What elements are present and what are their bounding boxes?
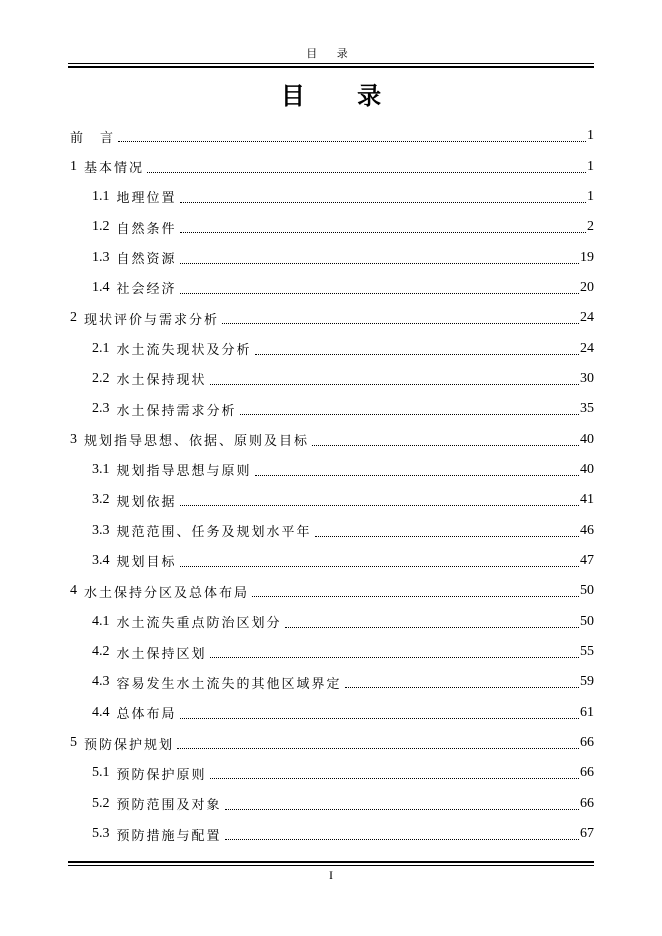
toc-entry-page: 66: [580, 765, 594, 781]
toc-entry[interactable]: [70, 151, 594, 181]
toc-title: 目 录: [280, 81, 404, 110]
toc-entry-label: 预防措施与配置: [116, 828, 222, 844]
toc-entry-label: 现状评价与需求分析: [84, 312, 220, 328]
dot-leader: [255, 474, 579, 476]
dot-leader: [180, 262, 579, 264]
dot-leader: [240, 413, 579, 415]
dot-leader: [177, 747, 579, 749]
toc-entry-label: 水土流失重点防治区划分: [116, 616, 282, 632]
toc-entry-number: 3.2: [92, 492, 110, 508]
header-rule-thick: [68, 66, 594, 68]
dot-leader: [180, 201, 586, 203]
toc-entry[interactable]: [70, 121, 594, 151]
toc-entry[interactable]: [70, 819, 594, 849]
dot-leader: [180, 231, 586, 233]
toc-entry-number: 1: [70, 158, 77, 174]
toc-entry-number: 5.3: [92, 826, 110, 842]
toc-entry-number: 2.3: [92, 401, 110, 417]
dot-leader: [210, 383, 579, 385]
toc-entry-number: 4.1: [92, 613, 110, 629]
toc-entry-page: 1: [587, 158, 594, 174]
toc-entry-number: 2.1: [92, 340, 110, 356]
dot-leader: [180, 504, 579, 506]
dot-leader: [147, 171, 586, 173]
toc-entry-label: 前 言: [70, 130, 116, 146]
toc-entry-number: 4.4: [92, 704, 110, 720]
toc-entry-label: 规范范围、任务及规划水平年: [116, 525, 312, 541]
toc-entry-label: 水土保持分区及总体布局: [84, 585, 250, 601]
toc-entry[interactable]: [70, 607, 594, 637]
toc-entry-number: 2: [70, 310, 77, 326]
toc-entry-number: 3.1: [92, 461, 110, 477]
dot-leader: [315, 535, 579, 537]
footer-rule-thick: [68, 861, 594, 863]
toc-entry-page: 66: [580, 795, 594, 811]
toc-entry-label: 预防保护原则: [116, 767, 207, 783]
footer-rule-thin: [68, 865, 594, 866]
toc-entry-number: 4.2: [92, 644, 110, 660]
toc-entry[interactable]: [70, 455, 594, 485]
dot-leader: [118, 140, 586, 142]
dot-leader: [180, 717, 579, 719]
toc-entry-label: 水土保持需求分析: [116, 403, 237, 419]
toc-entry[interactable]: [70, 182, 594, 212]
toc-entry-page: 46: [580, 522, 594, 538]
toc-entry-label: 规划指导思想、依据、原则及目标: [84, 434, 310, 450]
toc-entry-number: 4.3: [92, 674, 110, 690]
toc-entry[interactable]: [70, 242, 594, 272]
toc-entry[interactable]: [70, 789, 594, 819]
toc-entry[interactable]: [70, 303, 594, 333]
toc-entry-label: 水土保持现状: [116, 373, 207, 389]
dot-leader: [285, 626, 579, 628]
toc-entry-page: 67: [580, 826, 594, 842]
toc-entry-page: 24: [580, 340, 594, 356]
toc-entry[interactable]: [70, 515, 594, 545]
toc-entry-page: 66: [580, 735, 594, 751]
toc-entry-page: 59: [580, 674, 594, 690]
toc-entry[interactable]: [70, 364, 594, 394]
toc-entry[interactable]: [70, 546, 594, 576]
toc-entry[interactable]: [70, 728, 594, 758]
toc-entry[interactable]: [70, 424, 594, 454]
toc-entry-number: 1.4: [92, 279, 110, 295]
dot-leader: [312, 444, 579, 446]
toc-entry-label: 规划依据: [116, 494, 177, 510]
dot-leader: [225, 808, 579, 810]
toc-entry[interactable]: [70, 394, 594, 424]
toc-entry-page: 50: [580, 583, 594, 599]
toc-entry-number: 4: [70, 583, 77, 599]
toc-entry-label: 地理位置: [116, 191, 177, 207]
toc-entry-page: 19: [580, 249, 594, 265]
toc-entry-page: 30: [580, 370, 594, 386]
dot-leader: [345, 686, 579, 688]
toc-entry[interactable]: [70, 273, 594, 303]
toc-entry-number: 1.2: [92, 219, 110, 235]
toc-entry-page: 40: [580, 431, 594, 447]
header-rule-thin: [68, 63, 594, 64]
toc-entry[interactable]: [70, 698, 594, 728]
toc-entry-page: 41: [580, 492, 594, 508]
toc-entry-page: 24: [580, 310, 594, 326]
toc-entry-page: 35: [580, 401, 594, 417]
toc-entry-number: 2.2: [92, 370, 110, 386]
toc-entry[interactable]: [70, 333, 594, 363]
toc-entry[interactable]: [70, 212, 594, 242]
toc-entry-number: 5.2: [92, 795, 110, 811]
toc-entry-label: 基本情况: [84, 161, 145, 177]
table-of-contents: [70, 121, 594, 849]
toc-entry-label: 水土保持区划: [116, 646, 207, 662]
toc-entry-page: 50: [580, 613, 594, 629]
toc-entry-page: 1: [587, 188, 594, 204]
toc-entry-page: 40: [580, 461, 594, 477]
toc-entry-number: 1.1: [92, 188, 110, 204]
dot-leader: [180, 292, 579, 294]
toc-entry-number: 3: [70, 431, 77, 447]
dot-leader: [180, 565, 579, 567]
toc-entry-label: 水土流失现状及分析: [116, 343, 252, 359]
toc-entry-page: 20: [580, 279, 594, 295]
toc-entry-label: 预防保护规划: [84, 737, 175, 753]
running-header: 目 录: [306, 47, 356, 60]
dot-leader: [252, 595, 579, 597]
toc-entry[interactable]: [70, 667, 594, 697]
dot-leader: [210, 656, 579, 658]
dot-leader: [222, 322, 579, 324]
toc-entry-page: 61: [580, 704, 594, 720]
toc-entry-page: 55: [580, 644, 594, 660]
toc-entry-label: 社会经济: [116, 282, 177, 298]
toc-entry-number: 3.3: [92, 522, 110, 538]
toc-entry-number: 5.1: [92, 765, 110, 781]
page-number: I: [329, 868, 333, 882]
toc-entry-number: 1.3: [92, 249, 110, 265]
toc-entry-label: 规划目标: [116, 555, 177, 571]
toc-entry-page: 47: [580, 552, 594, 568]
toc-entry-label: 规划指导思想与原则: [116, 464, 252, 480]
dot-leader: [210, 777, 579, 779]
toc-entry[interactable]: [70, 576, 594, 606]
toc-entry-label: 自然资源: [116, 252, 177, 268]
toc-entry-label: 总体布局: [116, 707, 177, 723]
toc-entry-number: 3.4: [92, 552, 110, 568]
toc-entry-label: 自然条件: [116, 221, 177, 237]
dot-leader: [225, 838, 579, 840]
toc-entry-label: 预防范围及对象: [116, 798, 222, 814]
dot-leader: [255, 353, 579, 355]
toc-entry-page: 2: [587, 219, 594, 235]
toc-entry[interactable]: [70, 485, 594, 515]
toc-entry-number: 5: [70, 735, 77, 751]
toc-entry-label: 容易发生水土流失的其他区域界定: [116, 676, 342, 692]
toc-entry[interactable]: [70, 637, 594, 667]
toc-entry-page: 1: [587, 128, 594, 144]
toc-entry[interactable]: [70, 758, 594, 788]
